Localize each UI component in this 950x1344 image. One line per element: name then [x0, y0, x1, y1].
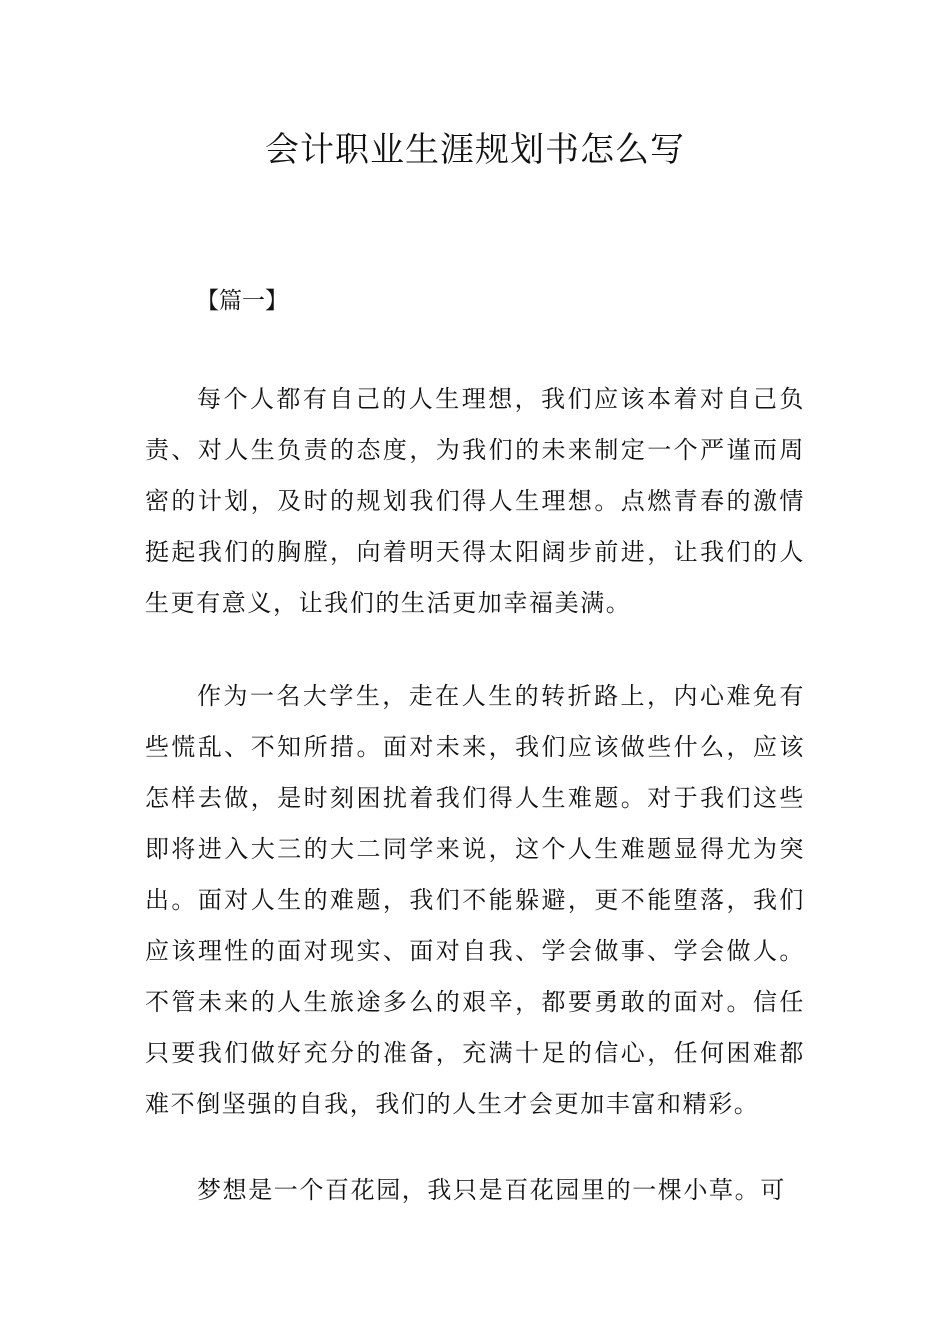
page-title: 会计职业生涯规划书怎么写 — [265, 130, 685, 170]
paragraph-2: 作为一名大学生，走在人生的转折路上，内心难免有些慌乱、不知所措。面对未来，我们应该做些什么，应该怎样去做，是时刻困扰着我们得人生难题。对于我们这些即将进入大三的大二同学来说，这个人生难题显得尤为突出。面对人生的难题，我们不能躲避，更不能堕落，我们应该理性的面对现实、面对自我、学会做事、学会做人。不管未来的人生旅途多么的艰辛，都要勇敢的面对。信任只要我们做好充分的准备，充满十足的信心，任何困难都难不倒坚强的自我，我们的人生才会更加丰富和精彩。 — [145, 682, 805, 1118]
paragraph-1: 每个人都有自己的人生理想，我们应该本着对自己负责、对人生负责的态度，为我们的未来制定一个严谨而周密的计划，及时的规划我们得人生理想。点燃青春的激情挺起我们的胸膛，向着明天得太阳阔步前进，让我们的人生更有意义，让我们的生活更加幸福美满。 — [145, 385, 805, 617]
section-label: 【篇一】 — [196, 288, 288, 314]
paragraph-3: 梦想是一个百花园，我只是百花园里的一棵小草。可 — [197, 1176, 786, 1204]
